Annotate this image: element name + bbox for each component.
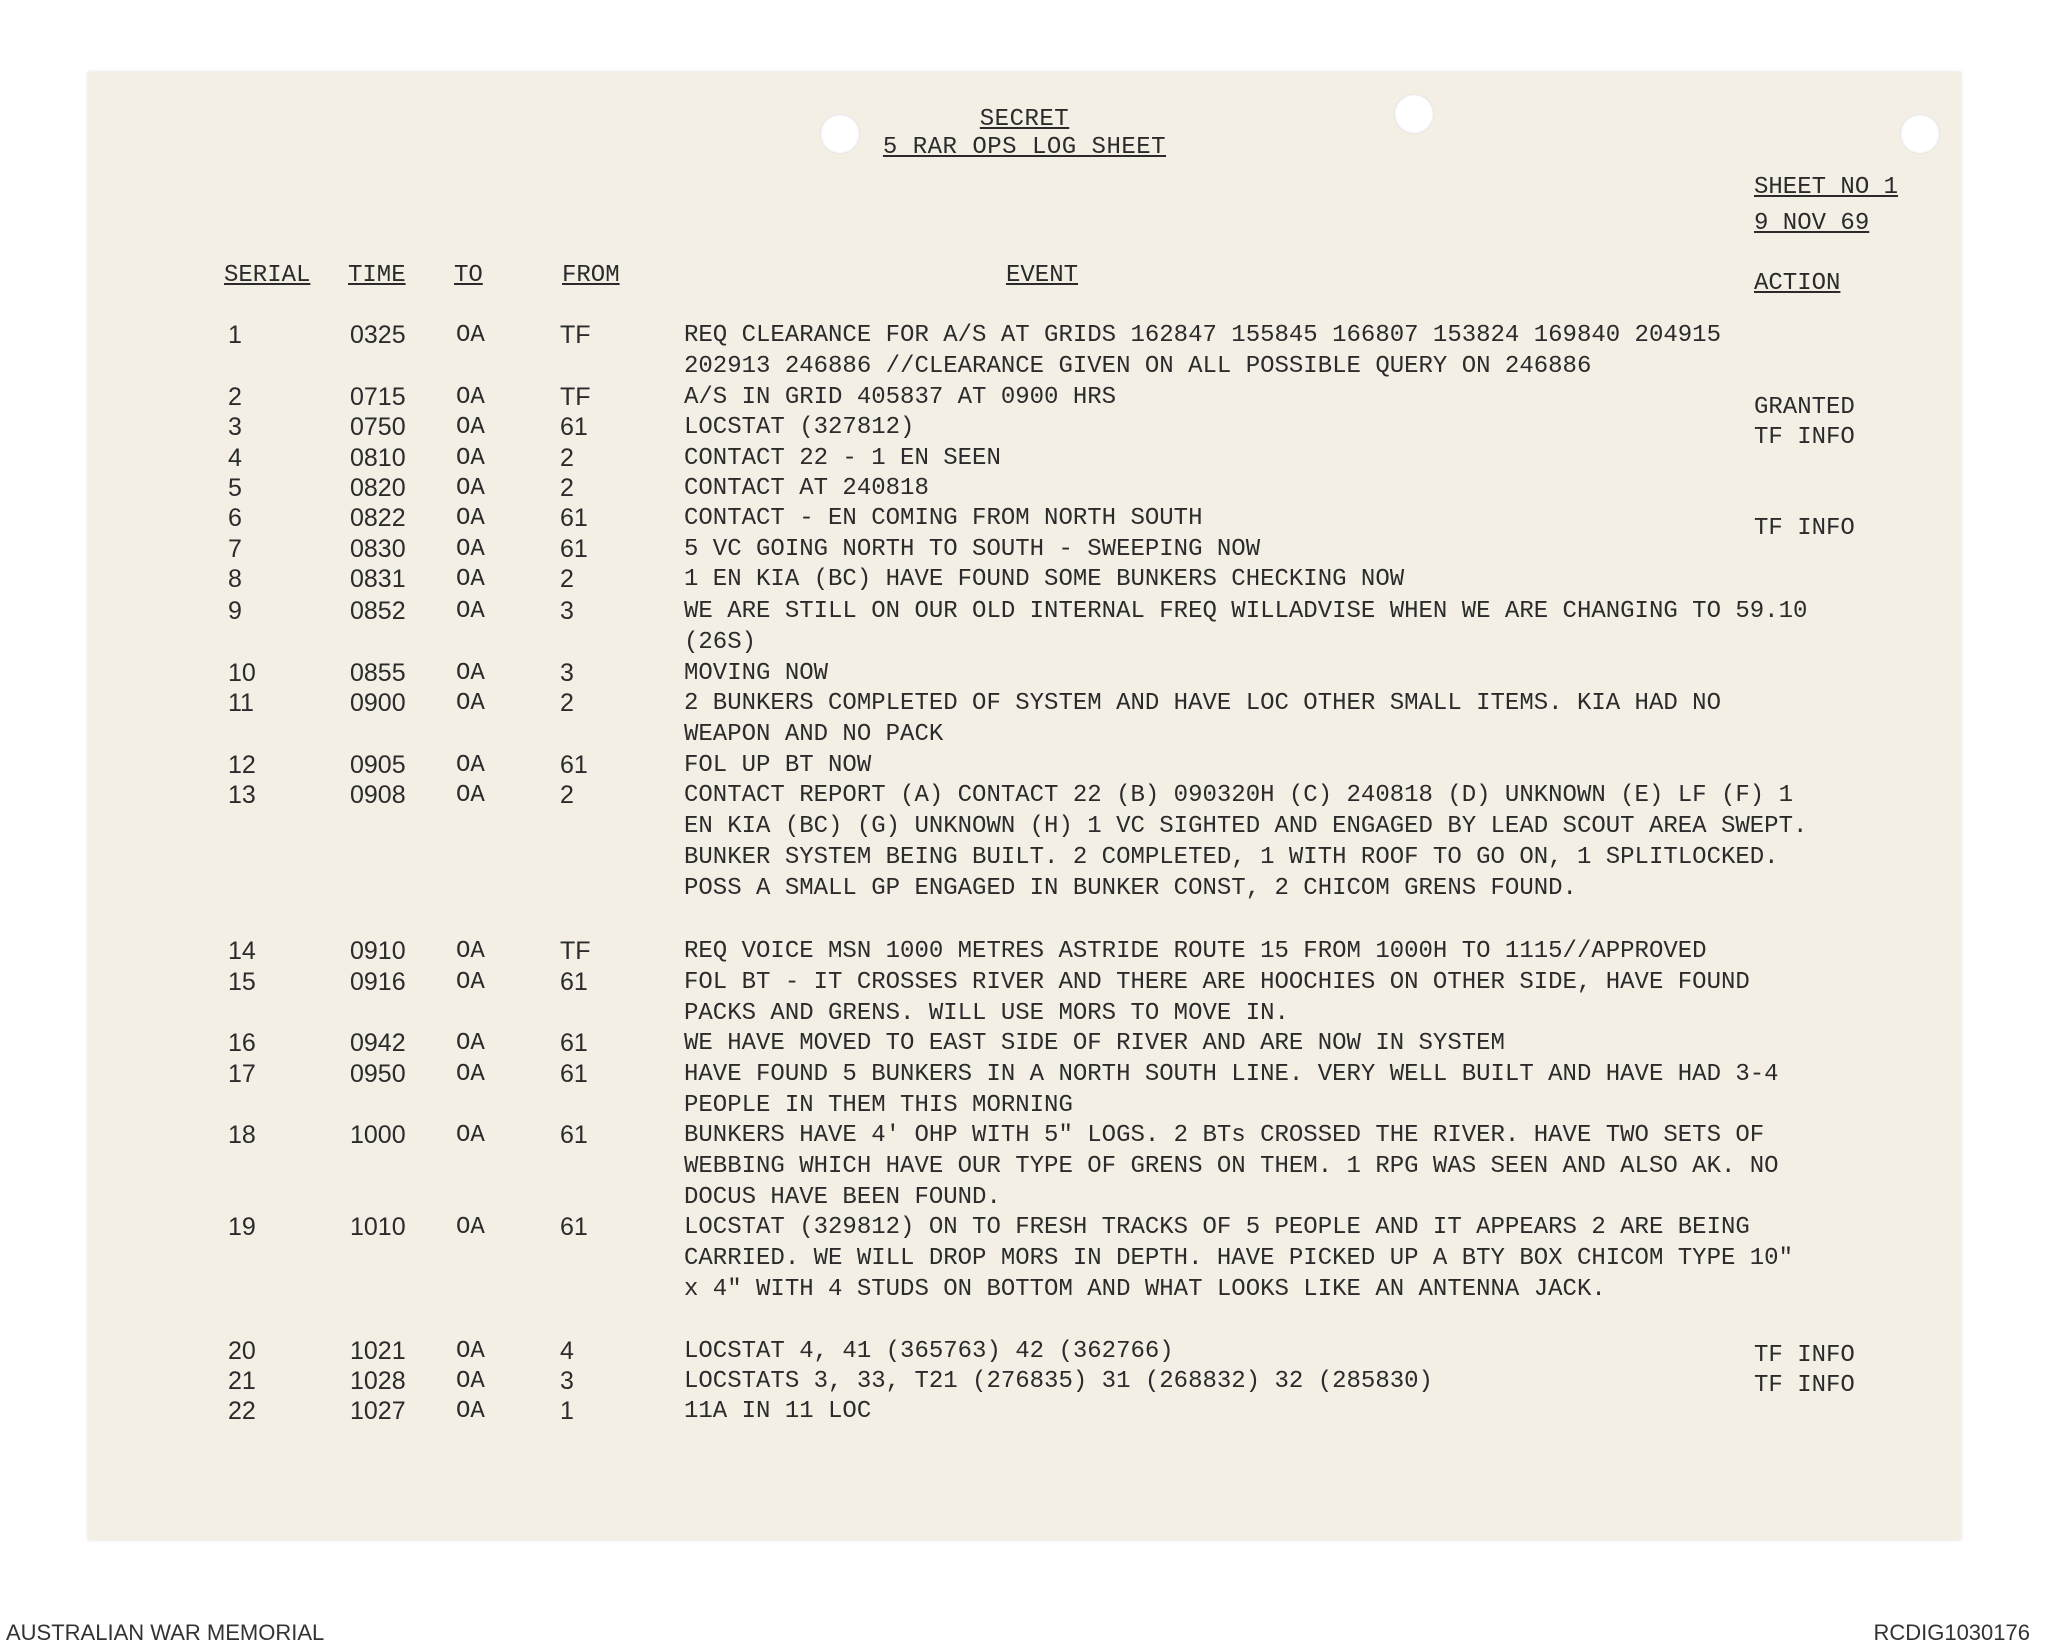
event-cell: CONTACT AT 240818: [684, 475, 929, 502]
to-cell: OA: [456, 505, 485, 532]
from-cell: 61: [560, 1121, 588, 1149]
event-cell: A/S IN GRID 405837 AT 0900 HRS: [684, 384, 1117, 411]
serial-cell: 15: [228, 968, 256, 996]
from-cell: 4: [560, 1337, 574, 1365]
from-cell: 61: [560, 968, 588, 996]
log-sheet-paper: [88, 72, 1961, 1540]
archive-credit: AUSTRALIAN WAR MEMORIAL: [6, 1620, 325, 1645]
serial-cell: 13: [228, 781, 256, 809]
event-cell: 2 BUNKERS COMPLETED OF SYSTEM AND HAVE LOC OTHER SMALL ITEMS. KIA HAD NO WEAPON AND NO PACK: [684, 690, 1721, 748]
time-cell: 0831: [350, 565, 406, 593]
to-cell: OA: [456, 566, 485, 593]
column-header-event: EVENT: [1006, 262, 1079, 289]
to-cell: OA: [456, 1338, 485, 1365]
from-cell: TF: [560, 383, 591, 411]
classification-text: SECRET: [979, 106, 1070, 133]
event-cell: WE HAVE MOVED TO EAST SIDE OF RIVER AND ARE NOW IN SYSTEM: [684, 1030, 1505, 1057]
to-cell: OA: [456, 598, 485, 625]
time-cell: 0905: [350, 751, 406, 779]
event-cell: LOCSTAT (327812): [684, 414, 915, 441]
from-cell: 61: [560, 1060, 588, 1088]
from-cell: 61: [560, 413, 588, 441]
from-cell: 61: [560, 504, 588, 532]
to-cell: OA: [456, 1398, 485, 1425]
to-cell: OA: [456, 1061, 485, 1088]
time-cell: 0855: [350, 659, 406, 687]
time-cell: 0908: [350, 781, 406, 809]
time-cell: 1021: [350, 1337, 406, 1365]
to-cell: OA: [456, 1122, 485, 1149]
event-cell: 1 EN KIA (BC) HAVE FOUND SOME BUNKERS CHECKING NOW: [684, 566, 1405, 593]
time-cell: 1027: [350, 1397, 406, 1425]
to-cell: OA: [456, 1214, 485, 1241]
column-header-time: TIME: [348, 262, 406, 289]
event-cell: CONTACT 22 - 1 EN SEEN: [684, 445, 1001, 472]
to-cell: OA: [456, 752, 485, 779]
serial-cell: 17: [228, 1060, 256, 1088]
time-cell: 0325: [350, 321, 406, 349]
to-cell: OA: [456, 660, 485, 687]
serial-cell: 8: [228, 565, 242, 593]
event-cell: WE ARE STILL ON OUR OLD INTERNAL FREQ WILLADVISE WHEN WE ARE CHANGING TO 59.10 (26S): [684, 598, 1808, 656]
serial-cell: 20: [228, 1337, 256, 1365]
time-cell: 0950: [350, 1060, 406, 1088]
column-header-serial: SERIAL: [224, 262, 311, 289]
serial-cell: 1: [228, 321, 242, 349]
time-cell: 0852: [350, 597, 406, 625]
action-cell: TF INFO: [1754, 1342, 1855, 1369]
from-cell: 61: [560, 535, 588, 563]
time-cell: 1000: [350, 1121, 406, 1149]
from-cell: 3: [560, 597, 574, 625]
from-cell: 2: [560, 781, 574, 809]
from-cell: 2: [560, 689, 574, 717]
archive-reference: RCDIG1030176: [1873, 1620, 2030, 1645]
time-cell: 0750: [350, 413, 406, 441]
to-cell: OA: [456, 782, 485, 809]
from-cell: 61: [560, 1213, 588, 1241]
from-cell: 61: [560, 751, 588, 779]
serial-cell: 19: [228, 1213, 256, 1241]
serial-cell: 11: [228, 689, 254, 717]
sheet-number: SHEET NO 1: [1754, 174, 1899, 201]
event-cell: REQ CLEARANCE FOR A/S AT GRIDS 162847 155845 166807 153824 169840 204915 202913 246886 //CLEARANCE GIVEN ON ALL POSSIBLE QUERY ON 246886: [684, 322, 1721, 380]
event-cell: REQ VOICE MSN 1000 METRES ASTRIDE ROUTE 15 FROM 1000H TO 1115//APPROVED: [684, 938, 1707, 965]
from-cell: 2: [560, 474, 574, 502]
time-cell: 0820: [350, 474, 406, 502]
to-cell: OA: [456, 475, 485, 502]
to-cell: OA: [456, 445, 485, 472]
from-cell: 2: [560, 444, 574, 472]
time-cell: 0822: [350, 504, 406, 532]
sheet-date: 9 NOV 69: [1754, 210, 1870, 237]
to-cell: OA: [456, 384, 485, 411]
time-cell: 1010: [350, 1213, 406, 1241]
time-cell: 0715: [350, 383, 406, 411]
serial-cell: 16: [228, 1029, 256, 1057]
event-cell: MOVING NOW: [684, 660, 829, 687]
event-cell: LOCSTAT (329812) ON TO FRESH TRACKS OF 5 PEOPLE AND IT APPEARS 2 ARE BEING CARRIED. WE WILL DROP MORS IN DEPTH. HAVE PICKED UP A BTY BOX CHICOM TYPE 10" x 4" WITH 4 STUDS ON BOTTOM AND WHAT LOOKS LIKE AN ANTENNA JACK.: [684, 1214, 1793, 1303]
from-cell: 1: [560, 1397, 574, 1425]
classification-heading: [88, 106, 1961, 133]
event-cell: 5 VC GOING NORTH TO SOUTH - SWEEPING NOW: [684, 536, 1261, 563]
serial-cell: 22: [228, 1397, 256, 1425]
column-header-to: TO: [454, 262, 483, 289]
column-header-action: ACTION: [1754, 270, 1841, 297]
to-cell: OA: [456, 536, 485, 563]
action-cell: TF INFO: [1754, 424, 1855, 451]
to-cell: OA: [456, 969, 485, 996]
to-cell: OA: [456, 690, 485, 717]
time-cell: 0830: [350, 535, 406, 563]
to-cell: OA: [456, 322, 485, 349]
event-cell: BUNKERS HAVE 4' OHP WITH 5" LOGS. 2 BTs CROSSED THE RIVER. HAVE TWO SETS OF WEBBING WHICH HAVE OUR TYPE OF GRENS ON THEM. 1 RPG WAS SEEN AND ALSO AK. NO DOCUS HAVE BEEN FOUND.: [684, 1122, 1779, 1211]
serial-cell: 21: [228, 1367, 256, 1395]
event-cell: HAVE FOUND 5 BUNKERS IN A NORTH SOUTH LINE. VERY WELL BUILT AND HAVE HAD 3-4 PEOPLE IN THEM THIS MORNING: [684, 1061, 1779, 1119]
from-cell: TF: [560, 321, 591, 349]
to-cell: OA: [456, 938, 485, 965]
from-cell: 2: [560, 565, 574, 593]
to-cell: OA: [456, 1030, 485, 1057]
from-cell: TF: [560, 937, 591, 965]
time-cell: 0942: [350, 1029, 406, 1057]
time-cell: 0900: [350, 689, 406, 717]
from-cell: 61: [560, 1029, 588, 1057]
event-cell: 11A IN 11 LOC: [684, 1398, 872, 1425]
serial-cell: 2: [228, 383, 242, 411]
document-title-text: 5 RAR OPS LOG SHEET: [882, 134, 1167, 161]
event-cell: CONTACT REPORT (A) CONTACT 22 (B) 090320H (C) 240818 (D) UNKNOWN (E) LF (F) 1 EN KIA (BC) (G) UNKNOWN (H) 1 VC SIGHTED AND ENGAGED BY LEAD SCOUT AREA SWEPT. BUNKER SYSTEM BEING BUILT. 2 COMPLETED, 1 WITH ROOF TO GO ON, 1 SPLITLOCKED. POSS A SMALL GP ENGAGED IN BUNKER CONST, 2 CHICOM GRENS FOUND.: [684, 782, 1808, 902]
column-header-from: FROM: [562, 262, 620, 289]
action-cell: TF INFO: [1754, 1372, 1855, 1399]
action-cell: GRANTED: [1754, 394, 1855, 421]
from-cell: 3: [560, 659, 574, 687]
time-cell: 1028: [350, 1367, 406, 1395]
from-cell: 3: [560, 1367, 574, 1395]
to-cell: OA: [456, 414, 485, 441]
time-cell: 0916: [350, 968, 406, 996]
serial-cell: 12: [228, 751, 256, 779]
serial-cell: 14: [228, 937, 256, 965]
serial-cell: 10: [228, 659, 256, 687]
serial-cell: 4: [228, 444, 242, 472]
serial-cell: 7: [228, 535, 242, 563]
event-cell: FOL BT - IT CROSSES RIVER AND THERE ARE HOOCHIES ON OTHER SIDE, HAVE FOUND PACKS AND GRENS. WILL USE MORS TO MOVE IN.: [684, 969, 1750, 1027]
serial-cell: 9: [228, 597, 242, 625]
document-title: [88, 134, 1961, 161]
event-cell: CONTACT - EN COMING FROM NORTH SOUTH: [684, 505, 1203, 532]
event-cell: LOCSTATS 3, 33, T21 (276835) 31 (268832) 32 (285830): [684, 1368, 1433, 1395]
action-cell: TF INFO: [1754, 515, 1855, 542]
serial-cell: 18: [228, 1121, 256, 1149]
serial-cell: 6: [228, 504, 242, 532]
serial-cell: 3: [228, 413, 242, 441]
serial-cell: 5: [228, 474, 242, 502]
event-cell: LOCSTAT 4, 41 (365763) 42 (362766): [684, 1338, 1174, 1365]
time-cell: 0910: [350, 937, 406, 965]
to-cell: OA: [456, 1368, 485, 1395]
time-cell: 0810: [350, 444, 406, 472]
event-cell: FOL UP BT NOW: [684, 752, 872, 779]
